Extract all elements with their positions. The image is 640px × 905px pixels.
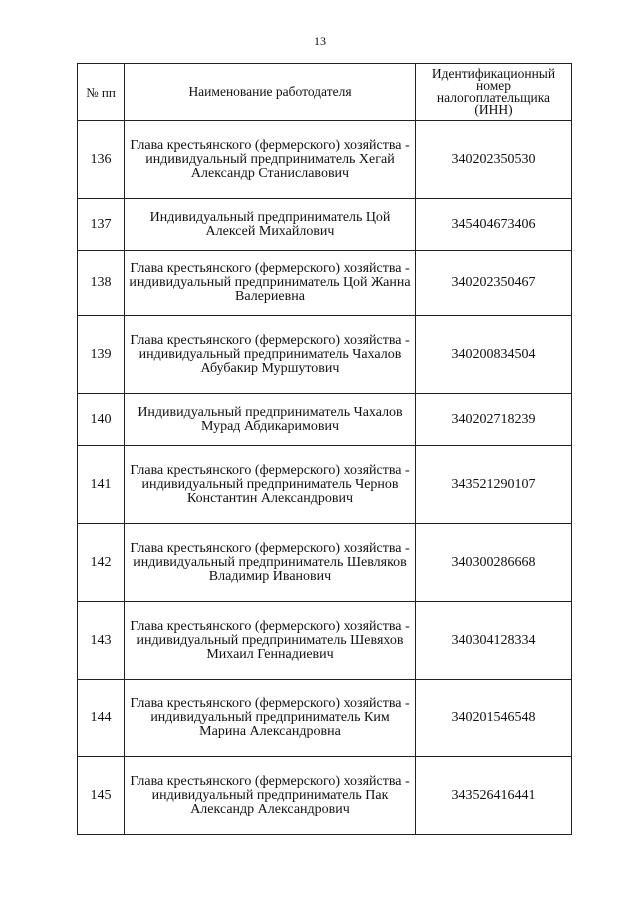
- row-inn: 340201546548: [416, 680, 572, 757]
- table-row: [78, 757, 572, 835]
- table-row: [78, 251, 572, 316]
- row-number: 144: [78, 680, 125, 757]
- row-inn: 340200834504: [416, 316, 572, 394]
- row-number: 136: [78, 121, 125, 199]
- row-number: 138: [78, 251, 125, 316]
- row-number: 141: [78, 446, 125, 524]
- row-inn: 340300286668: [416, 524, 572, 602]
- row-employer-name: Глава крестьянского (фермерского) хозяйства - индивидуальный предприниматель Чернов Константин Александрович: [125, 446, 416, 524]
- row-employer-name: Глава крестьянского (фермерского) хозяйства - индивидуальный предприниматель Ким Марина Александровна: [125, 680, 416, 757]
- row-employer-name: Глава крестьянского (фермерского) хозяйства - индивидуальный предприниматель Чахалов Абубакир Муршутович: [125, 316, 416, 394]
- row-inn: 340304128334: [416, 602, 572, 680]
- table-row: [78, 602, 572, 680]
- row-employer-name: Глава крестьянского (фермерского) хозяйства - индивидуальный предприниматель Цой Жанна Валериевна: [125, 251, 416, 316]
- row-number: 137: [78, 199, 125, 251]
- row-employer-name: Глава крестьянского (фермерского) хозяйства - индивидуальный предприниматель Хегай Александр Станиславович: [125, 121, 416, 199]
- row-inn: 340202350467: [416, 251, 572, 316]
- table-header-row: [78, 64, 572, 121]
- table-row: [78, 680, 572, 757]
- row-employer-name: Индивидуальный предприниматель Чахалов Мурад Абдикаримович: [125, 394, 416, 446]
- header-employer-name: Наименование работодателя: [125, 64, 416, 121]
- table-row: [78, 199, 572, 251]
- row-employer-name: Глава крестьянского (фермерского) хозяйства - индивидуальный предприниматель Шевяхов Михаил Геннадиевич: [125, 602, 416, 680]
- row-employer-name: Глава крестьянского (фермерского) хозяйства - индивидуальный предприниматель Пак Александр Александрович: [125, 757, 416, 835]
- table-row: [78, 121, 572, 199]
- table-row: [78, 316, 572, 394]
- row-inn: 340202718239: [416, 394, 572, 446]
- header-inn: Идентификационный номер налогоплательщика (ИНН): [416, 64, 572, 121]
- row-inn: 343521290107: [416, 446, 572, 524]
- row-employer-name: Глава крестьянского (фермерского) хозяйства - индивидуальный предприниматель Шевляков Владимир Иванович: [125, 524, 416, 602]
- row-number: 140: [78, 394, 125, 446]
- table-row: [78, 446, 572, 524]
- row-employer-name: Индивидуальный предприниматель Цой Алексей Михайлович: [125, 199, 416, 251]
- employers-table: [77, 63, 572, 835]
- table-row: [78, 524, 572, 602]
- row-inn: 340202350530: [416, 121, 572, 199]
- row-number: 145: [78, 757, 125, 835]
- table-row: [78, 394, 572, 446]
- row-inn: 343526416441: [416, 757, 572, 835]
- row-inn: 345404673406: [416, 199, 572, 251]
- page-number: 13: [314, 34, 326, 48]
- row-number: 142: [78, 524, 125, 602]
- row-number: 139: [78, 316, 125, 394]
- header-number: № пп: [78, 64, 125, 121]
- row-number: 143: [78, 602, 125, 680]
